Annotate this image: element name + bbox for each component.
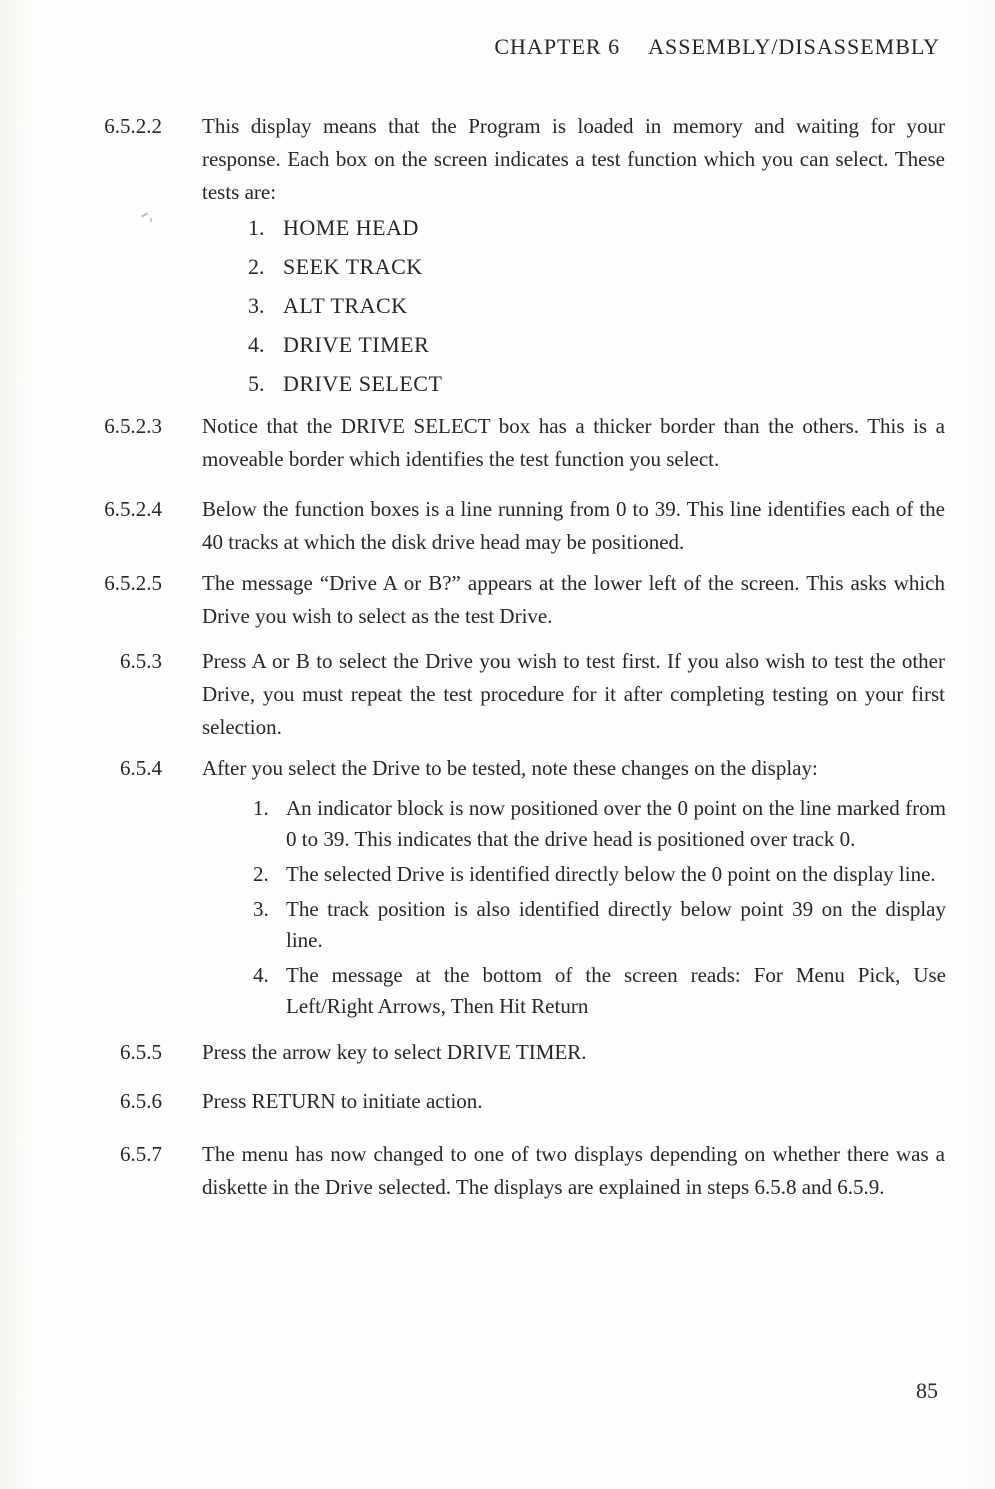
section-text: Press RETURN to initiate action. bbox=[202, 1089, 483, 1113]
list-item-number: 4. bbox=[253, 963, 269, 987]
section-text: Press A or B to select the Drive you wish to test first. If you also wish to test the other Drive, you must repeat the test procedure for it after completing testing on your first selection. bbox=[202, 649, 945, 739]
section-text: The menu has now changed to one of two displays depending on whether there was a diskette in the Drive selected. The displays are explained in steps 6.5.8 and 6.5.9. bbox=[202, 1142, 945, 1199]
section-number: 6.5.6 bbox=[120, 1089, 162, 1113]
section-6.5.6 bbox=[0, 1085, 995, 1118]
list-item-label: DRIVE SELECT bbox=[283, 371, 443, 396]
test-functions-list bbox=[248, 215, 995, 397]
section-6.5.5 bbox=[0, 1036, 995, 1069]
section-text: The message “Drive A or B?” appears at the lower left of the screen. This asks which Drive you wish to select as the test Drive. bbox=[202, 571, 945, 628]
section-number: 6.5.2.5 bbox=[104, 571, 162, 595]
list-item-text: An indicator block is now positioned over the 0 point on the line marked from 0 to 39. This indicates that the drive head is positioned over track 0. bbox=[286, 796, 946, 851]
list-item-number: 3. bbox=[248, 293, 265, 318]
list-item-number: 2. bbox=[253, 862, 269, 886]
scan-artifact bbox=[141, 212, 155, 224]
list-item-label: ALT TRACK bbox=[283, 293, 408, 318]
display-changes-list bbox=[253, 793, 946, 1022]
list-item-number: 2. bbox=[248, 254, 265, 279]
list-item bbox=[253, 859, 946, 890]
section-6.5.2.4 bbox=[0, 493, 995, 559]
section-number: 6.5.2.3 bbox=[104, 414, 162, 438]
section-6.5.4 bbox=[0, 752, 995, 785]
section-number: 6.5.4 bbox=[120, 756, 162, 780]
list-item-text: The track position is also identified directly below point 39 on the display line. bbox=[286, 897, 946, 952]
section-text: Press the arrow key to select DRIVE TIMER. bbox=[202, 1040, 587, 1064]
list-item bbox=[253, 960, 946, 1022]
list-item-number: 1. bbox=[253, 796, 269, 820]
section-number: 6.5.2.4 bbox=[104, 497, 162, 521]
list-item bbox=[248, 293, 995, 319]
list-item-number: 4. bbox=[248, 332, 265, 357]
list-item bbox=[253, 894, 946, 956]
page-number: 85 bbox=[916, 1378, 938, 1403]
section-text: This display means that the Program is loaded in memory and waiting for your response. Each box on the screen indicates a test function which you can select. These tests are: bbox=[202, 114, 945, 204]
section-number: 6.5.5 bbox=[120, 1040, 162, 1064]
list-item-number: 5. bbox=[248, 371, 265, 396]
section-number: 6.5.7 bbox=[120, 1142, 162, 1166]
list-item-text: The message at the bottom of the screen reads: For Menu Pick, Use Left/Right Arrows, Then Hit Return bbox=[286, 963, 946, 1018]
section-number: 6.5.2.2 bbox=[104, 114, 162, 138]
list-item-label: HOME HEAD bbox=[283, 215, 419, 240]
section-text: Below the function boxes is a line running from 0 to 39. This line identifies each of the 40 tracks at which the disk drive head may be positioned. bbox=[202, 497, 945, 554]
section-text: After you select the Drive to be tested, note these changes on the display: bbox=[202, 756, 818, 780]
section-6.5.3 bbox=[0, 645, 995, 744]
list-item bbox=[248, 332, 995, 358]
list-item bbox=[253, 793, 946, 855]
section-6.5.2.2 bbox=[0, 110, 995, 209]
chapter-header bbox=[0, 33, 995, 61]
list-item-label: DRIVE TIMER bbox=[283, 332, 430, 357]
list-item-number: 1. bbox=[248, 215, 265, 240]
list-item-label: SEEK TRACK bbox=[283, 254, 423, 279]
list-item bbox=[248, 215, 995, 241]
section-6.5.7 bbox=[0, 1138, 995, 1204]
list-item-number: 3. bbox=[253, 897, 269, 921]
chapter-label: CHAPTER 6 bbox=[494, 34, 621, 59]
section-6.5.2.5 bbox=[0, 567, 995, 633]
section-text: Notice that the DRIVE SELECT box has a thicker border than the others. This is a moveable border which identifies the test function you select. bbox=[202, 414, 945, 471]
section-6.5.2.3 bbox=[0, 410, 995, 476]
list-item bbox=[248, 254, 995, 280]
list-item-text: The selected Drive is identified directly below the 0 point on the display line. bbox=[286, 862, 936, 886]
chapter-title: ASSEMBLY/DISASSEMBLY bbox=[648, 34, 940, 59]
list-item bbox=[248, 371, 995, 397]
section-number: 6.5.3 bbox=[120, 649, 162, 673]
